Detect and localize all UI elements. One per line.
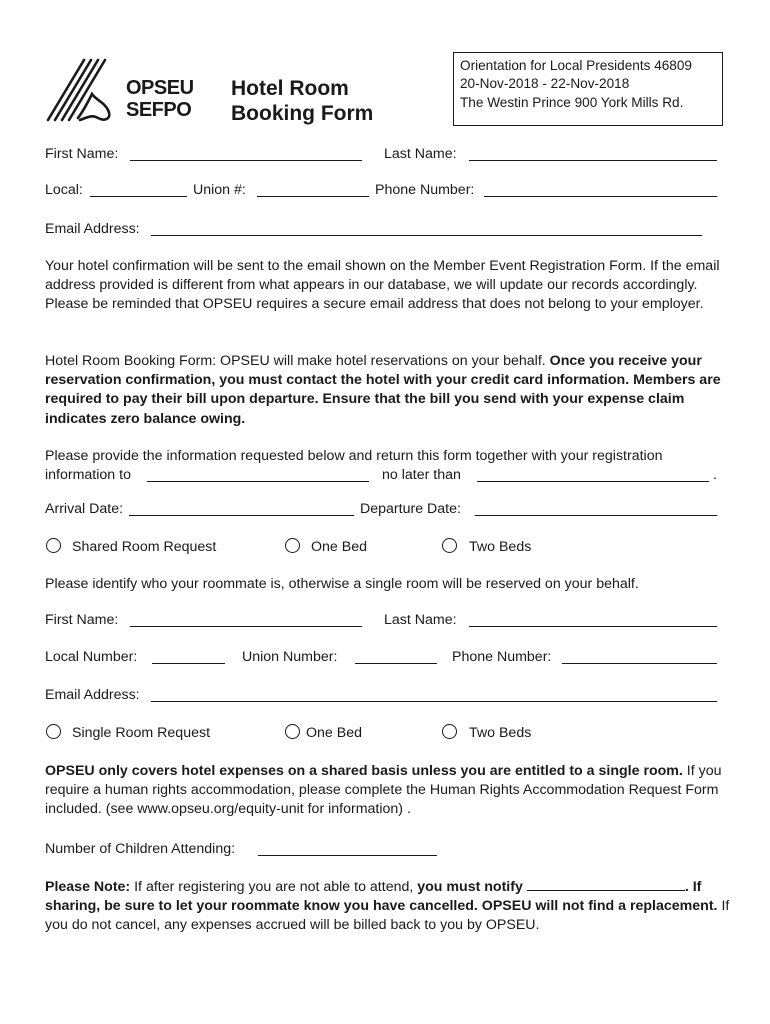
title-line-2: Booking Form — [231, 102, 374, 125]
return-period: . — [713, 467, 717, 483]
logo-text-bottom: SEFPO — [126, 99, 192, 121]
roommate-first-name-label: First Name: — [45, 612, 119, 628]
single-two-beds-radio[interactable] — [442, 724, 457, 739]
single-one-bed-radio[interactable] — [285, 724, 300, 739]
departure-date-label: Departure Date: — [360, 501, 461, 517]
roommate-local-number-field[interactable] — [152, 663, 225, 664]
booking-intro: Hotel Room Booking Form: OPSEU will make hotel reservations on your behalf. — [45, 353, 550, 369]
last-name-label: Last Name: — [384, 146, 457, 162]
no-later-than-field[interactable] — [477, 481, 709, 482]
accommodation-text: If you require a human rights accommodation, please complete the Human Rights Accommodation Request Form included. (see www.opseu.org/equity-unit for information) . — [45, 763, 722, 818]
no-later-than-label: no later than — [382, 467, 461, 483]
shared-basis-paragraph — [45, 762, 735, 820]
information-to-field[interactable] — [147, 481, 369, 482]
email-label: Email Address: — [45, 221, 140, 237]
arrival-date-label: Arrival Date: — [45, 501, 124, 517]
notify-field[interactable] — [527, 876, 685, 891]
roommate-phone-label: Phone Number: — [452, 649, 552, 665]
confirmation-paragraph: Your hotel confirmation will be sent to the email shown on the Member Event Registration Form. If the email address provided is different from what appears in our database, we will update our records accordingly. Please be reminded that OPSEU requires a secure email address that does not belong to your employer. — [45, 258, 720, 313]
event-venue: The Westin Prince 900 York Mills Rd. — [460, 94, 684, 110]
roommate-email-label: Email Address: — [45, 687, 140, 703]
local-label: Local: — [45, 182, 83, 198]
single-room-radio[interactable] — [46, 724, 61, 739]
arrival-date-field[interactable] — [129, 515, 354, 516]
roommate-union-number-field[interactable] — [355, 663, 437, 664]
roommate-first-name-field[interactable] — [130, 626, 362, 627]
shared-room-radio[interactable] — [46, 538, 61, 553]
title-line-1: Hotel Room — [231, 77, 349, 100]
booking-paragraph — [45, 352, 735, 429]
note-text-1: If after registering you are not able to attend, — [130, 879, 418, 895]
last-name-field[interactable] — [469, 160, 717, 161]
note-paragraph — [45, 876, 735, 936]
shared-basis-statement: OPSEU only covers hotel expenses on a shared basis unless you are entitled to a single room. — [45, 763, 683, 779]
return-paragraph-line1: Please provide the information requested below and return this form together with your registration — [45, 448, 663, 464]
roommate-phone-field[interactable] — [562, 663, 717, 664]
roommate-union-number-label: Union Number: — [242, 649, 338, 665]
event-name: Orientation for Local Presidents 46809 — [460, 58, 692, 73]
shared-one-bed-label: One Bed — [311, 539, 368, 555]
logo-mark-icon — [44, 56, 134, 126]
roommate-local-number-label: Local Number: — [45, 649, 138, 665]
roommate-last-name-field[interactable] — [469, 626, 717, 627]
departure-date-field[interactable] — [475, 515, 717, 516]
single-two-beds-label: Two Beds — [469, 725, 532, 741]
roommate-last-name-label: Last Name: — [384, 612, 457, 628]
union-field[interactable] — [257, 196, 369, 197]
cancellation-warning: If sharing, be sure to let your roommate know you have cancelled. OPSEU will not find a replacement. — [45, 879, 718, 915]
information-to-label: information to — [45, 467, 131, 483]
roommate-intro: Please identify who your roommate is, otherwise a single room will be reserved on your behalf. — [45, 576, 639, 592]
union-label: Union #: — [193, 182, 246, 198]
first-name-label: First Name: — [45, 146, 119, 162]
logo-text-top: OPSEU — [126, 77, 194, 99]
shared-two-beds-label: Two Beds — [469, 539, 532, 555]
note-label: Please Note: — [45, 879, 131, 895]
shared-two-beds-radio[interactable] — [442, 538, 457, 553]
single-room-label: Single Room Request — [72, 725, 211, 741]
shared-room-label: Shared Room Request — [72, 539, 217, 555]
event-info-box — [453, 52, 723, 126]
shared-one-bed-radio[interactable] — [285, 538, 300, 553]
single-one-bed-label: One Bed — [306, 725, 363, 741]
booking-warning: Once you receive your reservation confirmation, you must contact the hotel with your credit card information. Members are required to pay their bill upon departure. Ensure that the bill you send with your expense claim indicates zero balance owing. — [45, 353, 721, 427]
opseu-logo — [44, 56, 214, 126]
children-field[interactable] — [258, 855, 437, 856]
billing-text: If you do not cancel, any expenses accrued will be billed back to you by OPSEU. — [45, 898, 730, 934]
roommate-email-field[interactable] — [151, 701, 717, 702]
page-title — [231, 76, 373, 126]
phone-field[interactable] — [484, 196, 717, 197]
event-dates: 20-Nov-2018 - 22-Nov-2018 — [460, 76, 630, 92]
children-label: Number of Children Attending: — [45, 841, 236, 857]
phone-label: Phone Number: — [375, 182, 475, 198]
note-period: . — [684, 879, 689, 895]
email-field[interactable] — [151, 235, 702, 236]
local-field[interactable] — [90, 196, 187, 197]
must-notify-text: you must notify — [417, 879, 523, 895]
first-name-field[interactable] — [130, 160, 362, 161]
